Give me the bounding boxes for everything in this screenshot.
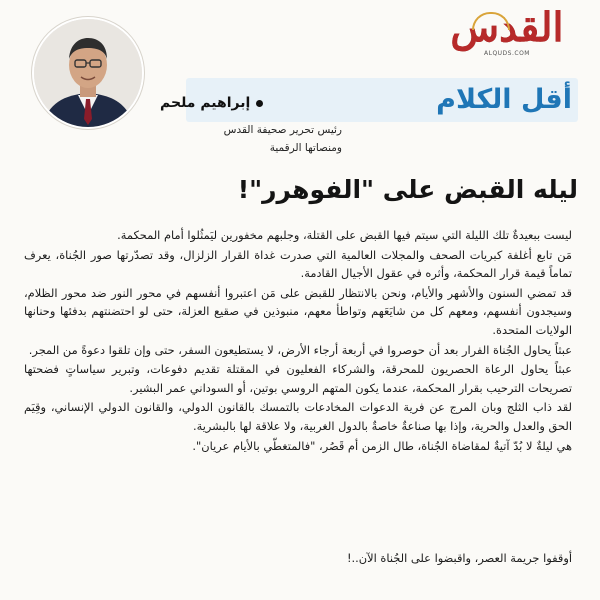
author-avatar <box>34 19 142 127</box>
article-paragraph: عبثاً يحاول الجُناة الفرار بعد أن حوصروا في أربعة أرجاء الأرض، لا يستطيعون السفر، حتى وإن تلقوا دعوةً من المجر. <box>28 342 572 357</box>
article-body <box>24 226 572 456</box>
article-paragraph: مَن تابع أغلفة كبريات الصحف والمجلات العالمية التي صدرت غداة القرار الزلزال، وقد تصدّرتها صور الجُناة، يعرف تماماً قيمة قرار المحكمة، وأثره في عقول الأجيال القادمة. <box>24 247 572 281</box>
article-paragraph: ليست ببعيدةٌ تلك الليلة التي سيتم فيها القبض على القتلة، وجلبهم مخفورين ليَمثُلوا أمام المحكمة. <box>117 228 572 242</box>
author-role <box>152 121 342 157</box>
article-paragraph: قد تمضي السنون والأشهر والأيام، ونحن بالانتظار للقبض على مَن اعتبروا أنفسهم في محور النور ضد محور الظلام، وسيجدون أنفسهم، ومعهم كل من شايَعَهم وتواطأ معهم، منبوذين في صقيع العزلة، حتى لو احتضنتهم بدفئها وحنانها الولايات المتحدة. <box>24 285 572 337</box>
masthead-url: ALQUDS.COM <box>484 50 530 57</box>
masthead-logo <box>432 4 582 68</box>
author-portrait-icon <box>34 19 142 127</box>
bullet-dot-icon <box>256 100 263 107</box>
article-paragraph: هي ليلةٌ لا بُدّ آتيةٌ لمقاضاة الجُناة، طال الزمن أم قَصُر، "فالمتغطّي بالأيام عريان". <box>192 438 572 453</box>
column-title: أقل الكلام <box>436 84 572 115</box>
masthead-wordmark: القدس <box>450 4 564 51</box>
author-role-line2: ومنصاتها الرقمية <box>269 142 342 154</box>
article-closing: أوقفوا جريمة العصر، واقبضوا على الجُناة الآن..! <box>346 551 572 565</box>
author-name: إبراهيم ملحم <box>160 95 251 111</box>
article-paragraph: عبثاً يحاول الرعاة الحصريون للمحرقة، والشركاء الفعليون في المقتلة تقديم دفوعات، وتبرير سياساتٍ فضحتها تصريحات الترحيب بقرار المحكمة، عندما يكون المتهم الروسي بوتين، أو السوداني عمر البشير. <box>24 362 572 395</box>
author-role-line1: رئيس تحرير صحيفة القدس <box>223 124 342 136</box>
article-headline: ليله القبض على "الفوهرر"! <box>237 175 578 204</box>
author-name-row <box>160 95 263 111</box>
article-paragraph: لقد ذاب الثلج وبان المرج عن فرية الدعوات المخادعات بالتمسك بالقانون الدولي، والقانون الدولي الإنساني، وقِيَم الحق والعدل والحرية، وإذا بها صناعةٌ خاصةٌ بالدول الغربية، ولا علاقة لها بالبشرية. <box>24 400 572 433</box>
